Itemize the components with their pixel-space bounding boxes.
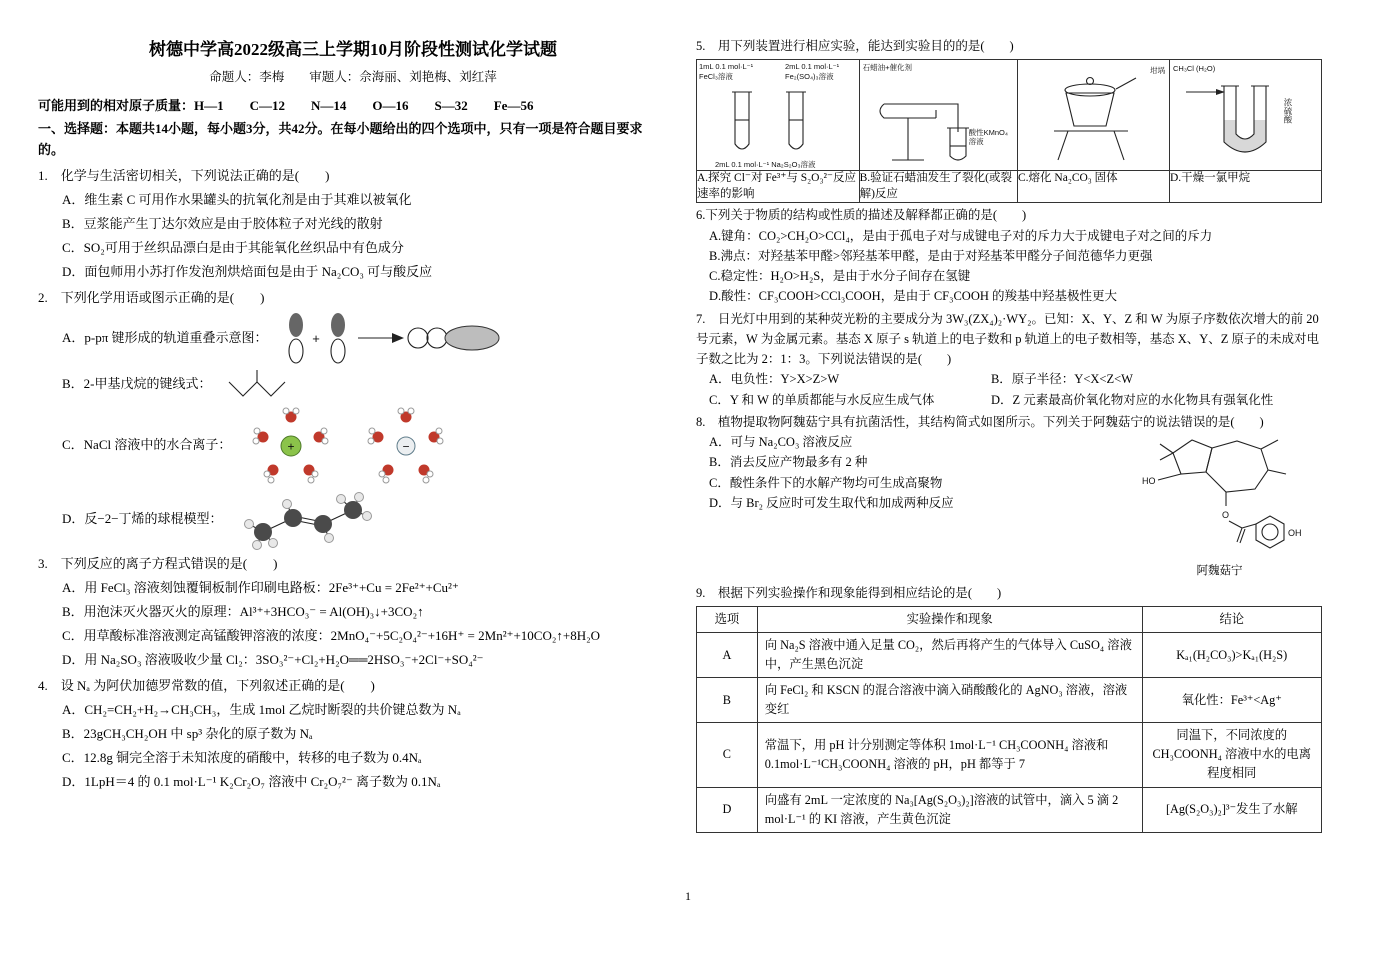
crucible-apparatus bbox=[1018, 60, 1169, 170]
plus-sign: + bbox=[311, 330, 320, 346]
q9-header-operation: 实验操作和现象 bbox=[757, 607, 1142, 633]
q5-apparatus-table bbox=[696, 59, 1322, 203]
q9-row-c-operation: 常温下，用 pH 计分别测定等体积 1mol·L⁻¹ CH₃COONH₄ 溶液和 0.1mol·L⁻¹CH₃COONH₄ 溶液的 pH，pH 都等于 7 bbox=[757, 723, 1142, 787]
orbital-overlap-diagram bbox=[280, 310, 502, 366]
q5-apparatus-a bbox=[697, 60, 860, 171]
q9-stem: 9. 根据下列实验操作和现象能得到相应结论的是( ) bbox=[696, 585, 1002, 600]
q8-option-c: C．酸性条件下的水解产物均可生成高聚物 bbox=[709, 475, 943, 490]
q6-option-c: C.稳定性：H₂O>H₂S，是由于水分子间存在氢键 bbox=[709, 269, 971, 284]
q2-option-a bbox=[38, 310, 668, 366]
q2-stem: 2. 下列化学用语或图示正确的是( ) bbox=[38, 289, 265, 305]
q5-caption-b: B.验证石蜡油发生了裂化(或裂解)反应 bbox=[859, 171, 1017, 203]
authors-line: 命题人：李梅 审题人：佘海丽、刘艳梅、刘红萍 bbox=[209, 69, 497, 84]
q1-option-c: C．SO₂可用于丝织品漂白是由于其能氧化丝织品中有色成分 bbox=[62, 239, 404, 255]
q5-label-kmno4: 酸性KMnO₄溶液 bbox=[968, 127, 1008, 146]
q9-header-row bbox=[697, 607, 1322, 633]
right-column bbox=[696, 34, 1322, 972]
q9-row-b-conclusion: 氧化性：Fe³⁺<Ag⁺ bbox=[1142, 678, 1321, 723]
q4-stem: 4. 设 Nₐ 为阿伏加德罗常数的值，下列叙述正确的是( ) bbox=[38, 678, 375, 694]
oh-label: OH bbox=[1287, 528, 1301, 539]
question-4 bbox=[38, 674, 668, 794]
anion-minus-sign: − bbox=[402, 439, 410, 454]
q9-row-c-option: C bbox=[697, 723, 758, 787]
question-6 bbox=[696, 205, 1322, 306]
q9-row-a-option: A bbox=[697, 633, 758, 678]
question-2 bbox=[38, 286, 668, 550]
q3-option-c: C．用草酸标准溶液测定高锰酸钾溶液的浓度：2MnO₄⁻+5C₂O₄²⁻+16H⁺ = 2Mn²⁺+10CO₂↑+8H₂O bbox=[62, 628, 601, 644]
page-title: 树德中学高2022级高三上学期10月阶段性测试化学试题 bbox=[149, 40, 557, 59]
q3-option-a: A．用 FeCl₃ 溶液刻蚀覆铜板制作印刷电路板：2Fe³⁺+Cu = 2Fe²⁺+Cu²⁺ bbox=[62, 580, 459, 596]
q5-label-na2s2o3: 2mL 0.1 mol·L⁻¹ Na₂S₂O₃溶液 bbox=[715, 159, 816, 169]
q7-options-row-2 bbox=[696, 390, 1322, 410]
q5-apparatus-d bbox=[1169, 60, 1321, 171]
section-heading: 一、选择题：本题共14小题，每小题3分，共42分。在每小题给出的四个选项中，只有一项是符合题目要求的。 bbox=[38, 120, 643, 158]
q5-caption-d: D.干燥一氯甲烷 bbox=[1169, 171, 1321, 203]
q6-stem: 6.下列关于物质的结构或性质的描述及解释都正确的是( ) bbox=[696, 208, 1027, 223]
q5-label-paraffin: 石蜡油+催化剂 bbox=[862, 63, 912, 73]
q9-row-a-conclusion: Kₐ₁(H₂CO₃)>Kₐ₁(H₂S) bbox=[1142, 633, 1321, 678]
cation-plus-sign: + bbox=[287, 439, 295, 454]
q5-apparatus-c bbox=[1017, 60, 1169, 171]
q7-options-row-1 bbox=[696, 369, 1322, 389]
q2-option-b bbox=[38, 366, 668, 402]
q2-option-d bbox=[38, 488, 668, 550]
q1-stem: 1. 化学与生活密切相关，下列说法正确的是( ) bbox=[38, 167, 330, 183]
arrow-icon bbox=[392, 333, 404, 343]
q9-header-conclusion: 结论 bbox=[1142, 607, 1321, 633]
q7-stem: 7. 日光灯中用到的某种荧光粉的主要成分为 3W₃(ZX₄)₂·WY₂。已知：X、Y、Z 和 W 为原子序数依次增大的前 20 号元素，W 为金属元素。基态 X 原子 s 轨道上的电子数和 p 轨道上的电子数相等，基态 X、Y、Z 原子的未成对电子数之比为 2：1：3。下列说法错误的是( ) bbox=[696, 311, 1320, 367]
q8-figure bbox=[1117, 432, 1322, 581]
ho-label: HO bbox=[1141, 476, 1155, 487]
q4-option-c: C．12.8g 铜完全溶于未知浓度的硝酸中，转移的电子数为 0.4Nₐ bbox=[62, 750, 422, 766]
question-9 bbox=[696, 583, 1322, 833]
q8-options bbox=[709, 432, 1115, 581]
q2-option-d-label: D．反−2−丁烯的球棍模型： bbox=[62, 510, 223, 526]
q5-caption-a: A.探究 Cl⁻对 Fe³⁺与 S₂O₃²⁻反应速率的影响 bbox=[697, 171, 860, 203]
question-5 bbox=[696, 36, 1322, 203]
question-1 bbox=[38, 164, 668, 284]
question-7 bbox=[696, 309, 1322, 410]
q2-option-c-label: C．NaCl 溶液中的水合离子： bbox=[62, 436, 232, 452]
q4-option-a: A．CH₂=CH₂+H₂→CH₃CH₃，生成 1mol 乙烷时断裂的共价键总数为 Nₐ bbox=[62, 702, 461, 718]
q8-figure-caption: 阿魏菇宁 bbox=[1196, 565, 1243, 578]
q5-label-crucible: 坩埚 bbox=[1149, 66, 1165, 76]
q1-option-d: D．面包师用小苏打作发泡剂烘焙面包是由于 Na₂CO₃ 可与酸反应 bbox=[62, 263, 433, 279]
q4-option-d: D．1LpH＝4 的 0.1 mol·L⁻¹ K₂Cr₂O₇ 溶液中 Cr₂O₇²⁻ 离子数为 0.1Nₐ bbox=[62, 774, 441, 790]
atomic-masses-line: 可能用到的相对原子质量：H—1 C—12 N—14 O—16 S—32 Fe—56 bbox=[38, 97, 534, 113]
q5-stem: 5. 用下列装置进行相应实验，能达到实验目的的是( ) bbox=[696, 39, 1014, 53]
q9-row-c-conclusion: 同温下，不同浓度的 CH₃COONH₄ 溶液中水的电离程度相同 bbox=[1142, 723, 1321, 787]
question-8 bbox=[696, 412, 1322, 581]
q5-label-feso4: 2mL 0.1 mol·L⁻¹ Fe₂(SO₄)₃溶液 bbox=[785, 62, 840, 81]
q8-stem: 8. 植物提取物阿魏菇宁具有抗菌活性，其结构简式如图所示。下列关于阿魏菇宁的说法错误的是( ) bbox=[696, 414, 1264, 429]
left-column bbox=[38, 34, 668, 972]
ester-o-label: O bbox=[1221, 510, 1229, 521]
q4-option-b: B．23gCH₃CH₂OH 中 sp³ 杂化的原子数为 Nₐ bbox=[62, 726, 313, 742]
q7-option-d: D．Z 元素最高价氧化物对应的水化物具有强氧化性 bbox=[990, 392, 1274, 407]
page-number: 1 bbox=[685, 889, 691, 903]
ball-stick-model-image bbox=[235, 488, 385, 550]
q3-option-d: D．用 Na₂SO₃ 溶液吸收少量 Cl₂：3SO₃²⁻+Cl₂+H₂O══2HSO₃⁻+2Cl⁻+SO₄²⁻ bbox=[62, 652, 484, 668]
q5-apparatus-row bbox=[697, 60, 1322, 171]
question-3 bbox=[38, 552, 668, 672]
ferutinin-structure-image bbox=[1120, 432, 1320, 558]
q2-option-c bbox=[38, 402, 668, 488]
q3-stem: 3. 下列反应的离子方程式错误的是( ) bbox=[38, 555, 278, 571]
q5-apparatus-b bbox=[859, 60, 1017, 171]
q6-option-d: D.酸性：CF₃COOH>CCl₃COOH，是由于 CF₃COOH 的羧基中羟基极性更大 bbox=[709, 289, 1118, 304]
q7-option-a: A．电负性：Y>X>Z>W bbox=[709, 372, 840, 387]
q9-row-c bbox=[697, 723, 1322, 787]
q5-label-h2so4: 浓硫酸 bbox=[1282, 98, 1293, 124]
q9-row-d bbox=[697, 787, 1322, 832]
q9-row-b-operation: 向 FeCl₂ 和 KSCN 的混合溶液中滴入硝酸酸化的 AgNO₃ 溶液，溶液变红 bbox=[757, 678, 1142, 723]
q5-label-fecl3: 1mL 0.1 mol·L⁻¹ FeCl₃溶液 bbox=[699, 62, 754, 81]
q8-option-a: A．可与 Na₂CO₃ 溶液反应 bbox=[709, 435, 853, 450]
q2-option-a-label: A．p-pπ 键形成的轨道重叠示意图： bbox=[62, 329, 268, 345]
q9-header-option: 选项 bbox=[697, 607, 758, 633]
q5-caption-c: C.熔化 Na₂CO₃ 固体 bbox=[1017, 171, 1169, 203]
cracking-apparatus bbox=[860, 60, 1011, 170]
q1-option-a: A．维生素 C 可用作水果罐头的抗氧化剂是由于其难以被氧化 bbox=[62, 191, 412, 207]
drying-utube-apparatus bbox=[1170, 60, 1321, 170]
q2-option-b-label: B．2-甲基戊烷的键线式： bbox=[62, 375, 212, 391]
q7-option-c: C．Y 和 W 的单质都能与水反应生成气体 bbox=[709, 392, 935, 407]
q6-option-a: A.键角：CO₂>CH₂O>CCl₄，是由于孤电子对与成键电子对的斥力大于成键电子对之间的斥力 bbox=[709, 228, 1213, 243]
q3-option-b: B．用泡沫灭火器灭火的原理：Al³⁺+3HCO₃⁻ = Al(OH)₃↓+3CO₂↑ bbox=[62, 604, 424, 620]
q8-option-d: D．与 Br₂ 反应时可发生取代和加成两种反应 bbox=[709, 495, 954, 510]
q9-row-b bbox=[697, 678, 1322, 723]
q9-row-a-operation: 向 Na₂S 溶液中通入足量 CO₂，然后再将产生的气体导入 CuSO₄ 溶液中，产生黑色沉淀 bbox=[757, 633, 1142, 678]
q5-label-ch3cl: CH₃Cl (H₂O) bbox=[1172, 64, 1216, 74]
q6-option-b: B.沸点：对羟基苯甲醛>邻羟基苯甲醛，是由于对羟基苯甲醛分子间范德华力更强 bbox=[709, 248, 1153, 263]
q9-row-d-operation: 向盛有 2mL 一定浓度的 Na₃[Ag(S₂O₃)₂]溶液的试管中，滴入 5 滴 2 mol·L⁻¹ 的 KI 溶液，产生黄色沉淀 bbox=[757, 787, 1142, 832]
q9-row-b-option: B bbox=[697, 678, 758, 723]
q1-option-b: B．豆浆能产生丁达尔效应是由于胶体粒子对光线的散射 bbox=[62, 215, 383, 231]
q7-option-b: B．原子半径：Y<X<Z<W bbox=[990, 372, 1133, 387]
q9-row-a bbox=[697, 633, 1322, 678]
q8-option-b: B．消去反应产物最多有 2 种 bbox=[709, 455, 868, 470]
skeletal-formula-image bbox=[224, 366, 296, 402]
q5-caption-row bbox=[697, 171, 1322, 203]
q9-row-d-conclusion: [Ag(S₂O₃)₂]³⁻发生了水解 bbox=[1142, 787, 1321, 832]
q9-row-d-option: D bbox=[697, 787, 758, 832]
hydrated-ions-diagram bbox=[243, 402, 475, 488]
q9-results-table bbox=[696, 606, 1322, 832]
